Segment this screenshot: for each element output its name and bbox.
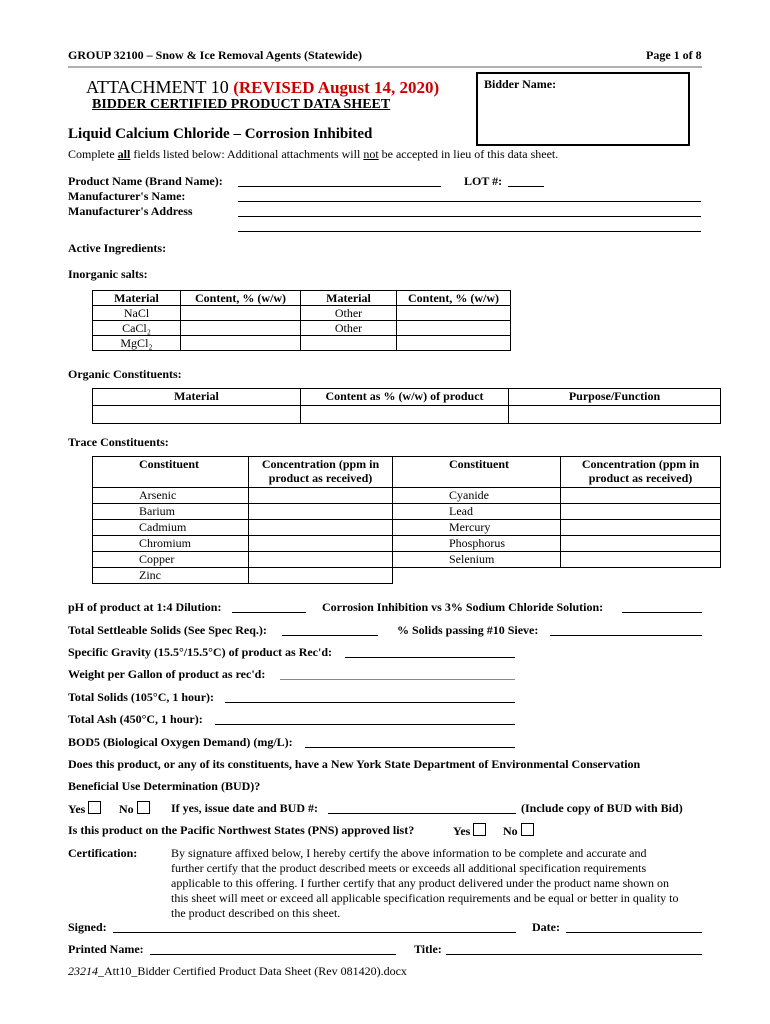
table-header-row (93, 389, 721, 406)
column-header: Material (93, 291, 181, 306)
specific-gravity-input[interactable] (345, 657, 515, 658)
footer-file: _Att10_Bidder Certified Product Data Sheet (Rev 081420).docx (98, 964, 407, 978)
table-row (93, 488, 721, 504)
header-rule (68, 66, 702, 68)
bud-question-line2: Beneficial Use Determination (BUD)? (68, 779, 261, 793)
material-cell: NaCl (93, 306, 181, 321)
weight-per-gallon-label: Weight per Gallon of product as rec'd: (68, 667, 266, 681)
bidder-name-label: Bidder Name: (484, 77, 557, 91)
content-input[interactable] (181, 336, 301, 351)
content-input[interactable] (397, 336, 511, 351)
corrosion-label: Corrosion Inhibition vs 3% Sodium Chloride Solution: (322, 600, 604, 614)
sieve-label: % Solids passing #10 Sieve: (397, 623, 539, 637)
certification-text (171, 846, 678, 921)
bud-yes-label: Yes (68, 802, 86, 816)
bud-question: Does this product, or any of its constituents, have a New York State Department of Environmental Conservation (68, 757, 641, 771)
concentration-input[interactable] (249, 552, 393, 568)
conc-header-line1: Concentration (ppm in (261, 457, 380, 471)
organic-constituents-label: Organic Constituents: (68, 367, 182, 381)
bud-no-label: No (119, 802, 134, 816)
material-cell: Other (301, 306, 397, 321)
instructions-post: be accepted in lieu of this data sheet. (378, 147, 559, 161)
table-row (93, 536, 721, 552)
total-solids-input[interactable] (225, 702, 515, 703)
table-row (93, 504, 721, 520)
product-heading: Liquid Calcium Chloride – Corrosion Inhibited (68, 126, 373, 142)
instructions-all: all (117, 147, 131, 161)
certification-line: this sheet will meet or exceed all applicable specification requirements and be equal or better in quality to (171, 891, 679, 905)
bud-no-checkbox[interactable] (137, 801, 150, 814)
manufacturer-address-label: Manufacturer's Address (68, 204, 193, 218)
table-header-row (93, 291, 511, 306)
footer-number: 23214 (68, 964, 98, 978)
conc-header-line1: Concentration (ppm in (581, 457, 700, 471)
conc-header-line2: product as received) (268, 471, 373, 485)
revised-date: (REVISED August 14, 2020) (233, 78, 440, 97)
pns-no-label: No (503, 824, 518, 838)
printed-name-input[interactable] (150, 954, 396, 955)
concentration-input[interactable] (561, 488, 721, 504)
table-row (93, 520, 721, 536)
concentration-input[interactable] (561, 520, 721, 536)
table-row (93, 406, 721, 424)
sieve-input[interactable] (550, 635, 702, 636)
attachment-number: ATTACHMENT 10 (86, 77, 229, 97)
content-input[interactable] (397, 321, 511, 336)
constituent-cell: Barium (93, 504, 249, 520)
material-cell: CaCl₂ (93, 321, 181, 336)
constituent-cell: Cyanide (393, 488, 561, 504)
table-row (93, 336, 511, 351)
column-header: Purpose/Function (509, 389, 721, 406)
manufacturer-address-input-2[interactable] (238, 231, 701, 232)
concentration-input[interactable] (249, 504, 393, 520)
corrosion-input[interactable] (622, 612, 702, 613)
table-row (93, 321, 511, 336)
constituent-cell: Selenium (393, 552, 561, 568)
bod5-label: BOD5 (Biological Oxygen Demand) (mg/L): (68, 735, 293, 749)
date-input[interactable] (566, 932, 702, 933)
brand-input[interactable] (238, 186, 441, 187)
material-cell: Other (301, 321, 397, 336)
conc-header-line2: product as received) (588, 471, 693, 485)
constituent-cell: Zinc (93, 568, 249, 584)
content-input[interactable] (181, 306, 301, 321)
settleable-solids-input[interactable] (282, 635, 378, 636)
manufacturer-address-input-1[interactable] (238, 216, 701, 217)
certification-line: applicable to this offering. I further certify that any product delivered under the product name shown on (171, 876, 669, 890)
concentration-input[interactable] (249, 536, 393, 552)
header-page-number: Page 1 of 8 (646, 48, 702, 62)
active-ingredients-label: Active Ingredients: (68, 241, 167, 255)
content-input[interactable] (397, 306, 511, 321)
table-row (93, 552, 721, 568)
material-cell[interactable] (301, 336, 397, 351)
organic-material-input[interactable] (93, 406, 301, 424)
pns-no-checkbox[interactable] (521, 823, 534, 836)
bud-include-note: (Include copy of BUD with Bid) (521, 801, 683, 815)
signature-input[interactable] (113, 932, 516, 933)
trace-constituents-label: Trace Constituents: (68, 435, 169, 449)
bidder-name-box[interactable] (476, 72, 690, 146)
concentration-input[interactable] (249, 520, 393, 536)
column-header: Content as % (w/w) of product (301, 389, 509, 406)
table-header-row (93, 457, 721, 488)
manufacturer-name-label: Manufacturer's Name: (68, 189, 186, 203)
table-row (93, 306, 511, 321)
certification-line: further certify that the product described meets or exceeds all additional specification requirements (171, 861, 647, 875)
concentration-input[interactable] (561, 552, 721, 568)
settleable-solids-label: Total Settleable Solids (See Spec Req.): (68, 623, 267, 637)
instructions (68, 147, 558, 162)
pns-no-option[interactable] (503, 823, 534, 839)
trace-constituents-table (92, 456, 721, 584)
inorganic-salts-label: Inorganic salts: (68, 267, 148, 281)
date-label: Date: (532, 920, 560, 934)
concentration-input[interactable] (249, 488, 393, 504)
total-ash-input[interactable] (215, 724, 515, 725)
bud-yes-checkbox[interactable] (88, 801, 101, 814)
signed-label: Signed: (68, 920, 107, 934)
instructions-pre: Complete (68, 147, 118, 161)
bod5-input[interactable] (305, 747, 515, 748)
certification-label: Certification: (68, 846, 138, 860)
bud-issue-date-label: If yes, issue date and BUD #: (171, 801, 319, 815)
pns-question: Is this product on the Pacific Northwest States (PNS) approved list? (68, 823, 415, 837)
concentration-input[interactable] (561, 536, 721, 552)
title-label: Title: (414, 942, 442, 956)
footer-filename (68, 964, 407, 979)
bud-issue-date-input[interactable] (328, 813, 516, 814)
concentration-input[interactable] (249, 568, 393, 584)
material-cell: MgCl₂ (93, 336, 181, 351)
constituent-cell: Phosphorus (393, 536, 561, 552)
instructions-not: not (363, 147, 379, 161)
constituent-cell: Mercury (393, 520, 561, 536)
column-header: Constituent (93, 457, 249, 488)
column-header: Material (93, 389, 301, 406)
organic-constituents-table (92, 388, 721, 424)
sheet-subtitle: BIDDER CERTIFIED PRODUCT DATA SHEET (92, 97, 391, 112)
table-row (93, 568, 721, 584)
specific-gravity-label: Specific Gravity (15.5°/15.5°C) of product as Rec'd: (68, 645, 333, 659)
certification-line: By signature affixed below, I hereby certify the above information to be complete and accurate and (171, 846, 647, 860)
column-header: Content, % (w/w) (397, 291, 511, 306)
organic-content-input[interactable] (301, 406, 509, 424)
attachment-title (86, 77, 439, 98)
lot-label: LOT #: (464, 174, 503, 188)
organic-purpose-input[interactable] (509, 406, 721, 424)
pns-yes-checkbox[interactable] (473, 823, 486, 836)
instructions-mid: fields listed below: Additional attachments will (130, 147, 364, 161)
printed-name-label: Printed Name: (68, 942, 144, 956)
bud-no-option[interactable] (119, 801, 150, 817)
content-input[interactable] (181, 321, 301, 336)
header-group: GROUP 32100 – Snow & Ice Removal Agents (Statewide) (68, 48, 362, 62)
column-header: Constituent (393, 457, 561, 488)
column-header (249, 457, 393, 488)
constituent-cell: Cadmium (93, 520, 249, 536)
certification-line: the product described on this sheet. (171, 906, 341, 920)
concentration-input[interactable] (561, 504, 721, 520)
manufacturer-name-input[interactable] (238, 201, 701, 202)
column-header (561, 457, 721, 488)
pns-yes-label: Yes (453, 824, 471, 838)
column-header: Material (301, 291, 397, 306)
inorganic-salts-table (92, 290, 511, 351)
column-header: Content, % (w/w) (181, 291, 301, 306)
bud-yes-option[interactable] (68, 801, 101, 817)
constituent-cell: Arsenic (93, 488, 249, 504)
constituent-cell: Copper (93, 552, 249, 568)
pns-yes-option[interactable] (453, 823, 486, 839)
weight-per-gallon-input[interactable] (280, 679, 515, 680)
lot-input[interactable] (508, 186, 544, 187)
total-solids-label: Total Solids (105°C, 1 hour): (68, 690, 215, 704)
ph-label: pH of product at 1:4 Dilution: (68, 600, 222, 614)
brand-label: Product Name (Brand Name): (68, 174, 223, 188)
constituent-cell: Chromium (93, 536, 249, 552)
total-ash-label: Total Ash (450°C, 1 hour): (68, 712, 203, 726)
ph-input[interactable] (232, 612, 306, 613)
title-input[interactable] (446, 954, 702, 955)
constituent-cell: Lead (393, 504, 561, 520)
